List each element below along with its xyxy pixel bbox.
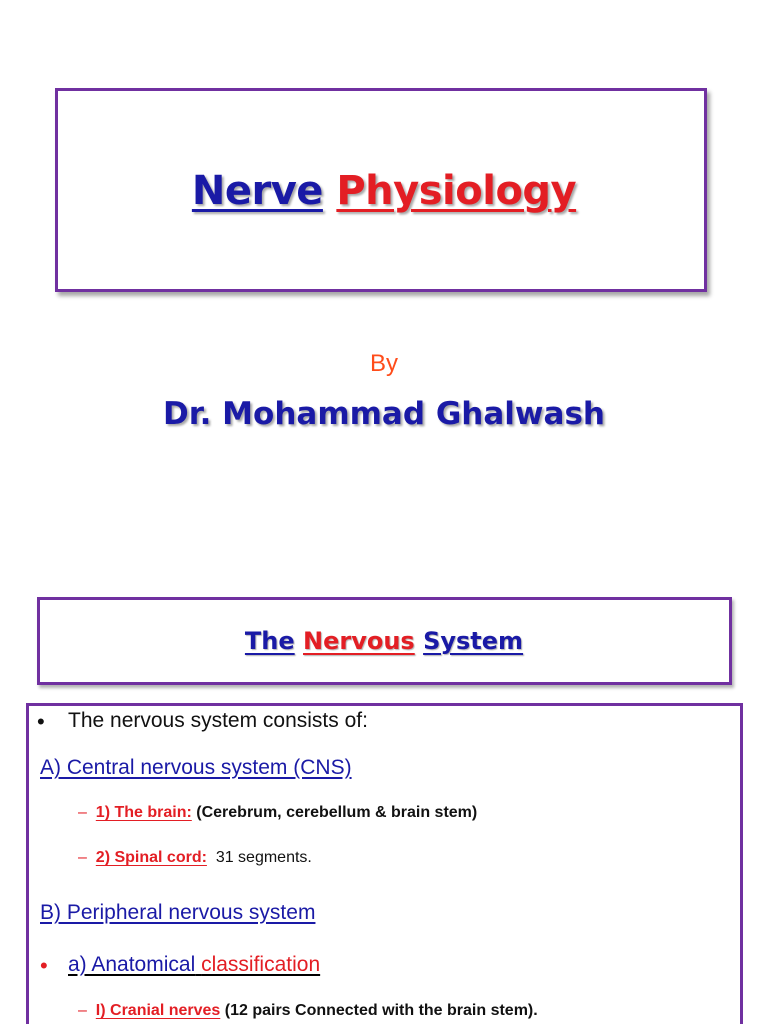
- author-name: Dr. Mohammad Ghalwash: [163, 396, 605, 432]
- anatomical-bullet: •: [40, 953, 48, 978]
- title-word-physiology: Physiology: [336, 168, 577, 214]
- section-a-heading: A) Central nervous system (CNS): [40, 756, 352, 779]
- section-title-the: The: [244, 627, 295, 655]
- section-title: [0, 627, 768, 655]
- section-title-system: System: [423, 627, 524, 655]
- brain-dash: –: [78, 804, 87, 821]
- cranial-label: I) Cranial nerves: [95, 1002, 221, 1019]
- section-b-heading: B) Peripheral nervous system: [40, 901, 316, 924]
- spinal-item: [78, 849, 312, 867]
- by-label: By: [369, 350, 398, 377]
- brain-label: 1) The brain:: [95, 804, 192, 821]
- main-title: [0, 168, 768, 214]
- spinal-detail: 31 segments.: [215, 849, 312, 866]
- brain-detail: (Cerebrum, cerebellum & brain stem): [196, 804, 478, 821]
- brain-item: [78, 804, 477, 822]
- classification-label: classification: [201, 953, 321, 976]
- intro-text: The nervous system consists of:: [68, 709, 368, 732]
- anatomical-heading: [68, 953, 320, 977]
- cranial-dash: –: [78, 1002, 87, 1019]
- section-title-nervous: Nervous: [303, 627, 415, 655]
- spinal-dash: –: [78, 849, 87, 866]
- spinal-label: 2) Spinal cord:: [95, 849, 207, 866]
- cranial-detail: (12 pairs Connected with the brain stem).: [224, 1002, 538, 1019]
- anatomical-label: a) Anatomical: [68, 953, 196, 976]
- cranial-item: [78, 1002, 538, 1020]
- title-word-nerve: Nerve: [191, 168, 323, 214]
- intro-bullet: •: [37, 709, 45, 734]
